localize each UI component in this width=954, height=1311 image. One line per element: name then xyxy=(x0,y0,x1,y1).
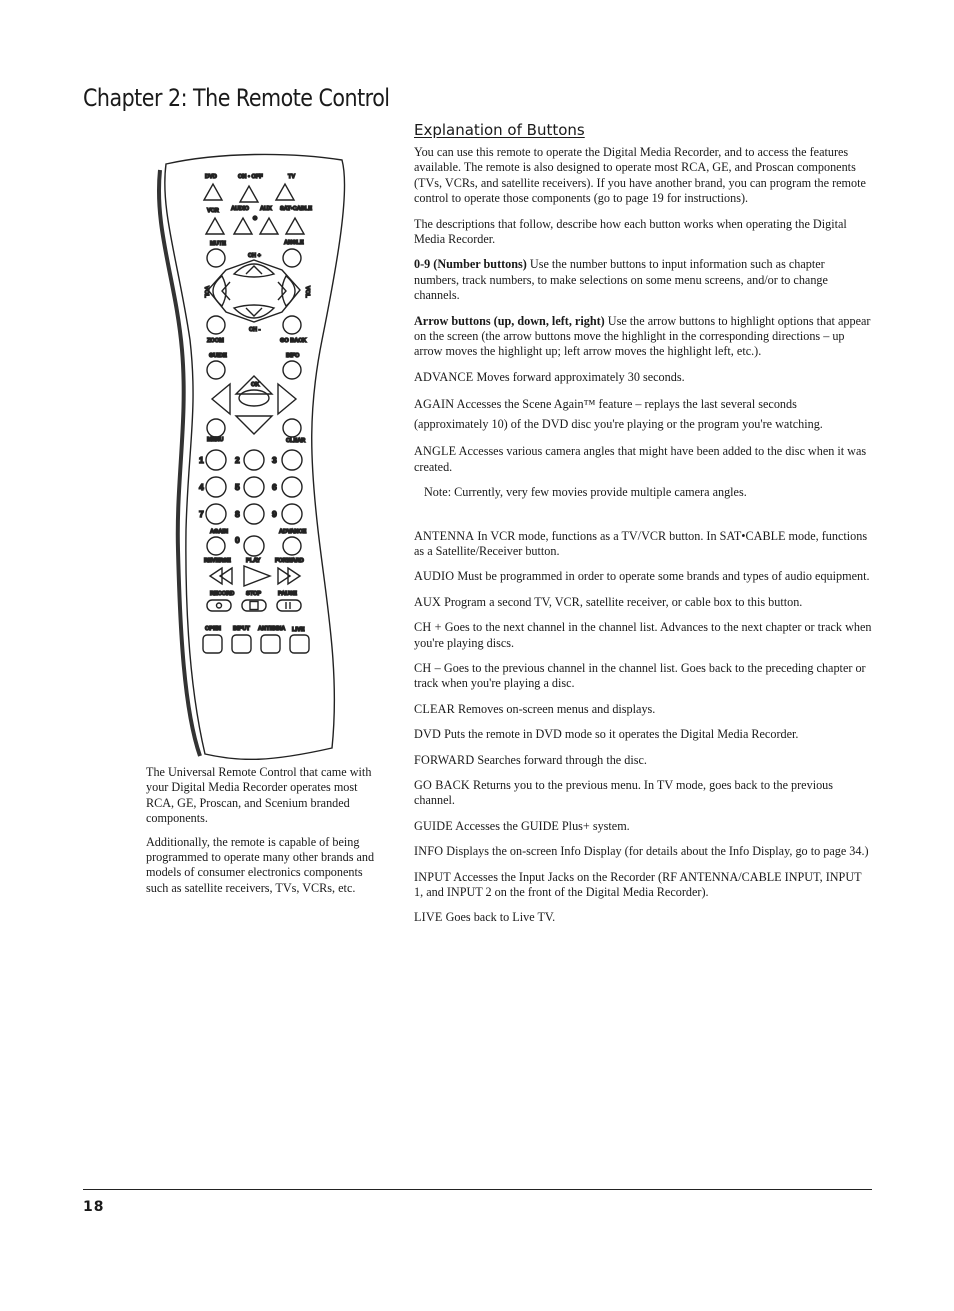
entry-forward xyxy=(414,753,872,768)
entry-term: Arrow buttons (up, down, left, right) xyxy=(414,313,605,328)
digit-label: 2 xyxy=(235,455,240,465)
number-3-button[interactable] xyxy=(282,450,302,470)
entry-text: Moves forward approximately 30 seconds. xyxy=(473,369,685,384)
entry-text: Must be programmed in order to operate some brands and types of audio equipment. xyxy=(454,569,870,584)
digit-label: 1 xyxy=(199,455,204,465)
label-menu: MENU xyxy=(207,437,224,443)
label-go-back: GO BACK xyxy=(280,338,307,344)
label-vcr: VCR xyxy=(207,208,219,214)
entry-number-buttons xyxy=(414,257,872,303)
number-7-button[interactable] xyxy=(206,504,226,524)
number-5-button[interactable] xyxy=(244,477,264,497)
input-button[interactable] xyxy=(232,635,251,653)
entry-term: CLEAR xyxy=(414,701,455,716)
intro-paragraph: You can use this remote to operate the Digital Media Recorder, and to access the features available. The remote is also designed to operate most RCA, GE, and Proscan components (TVs, VCRs, and satellite receivers). If you have another brand, you can program the remote control to operate those components (go to page 19 for instructions). xyxy=(414,145,866,206)
label-guide: GUIDE xyxy=(209,353,227,359)
entry-term: LIVE xyxy=(414,910,443,925)
aux-button[interactable] xyxy=(260,218,278,234)
label-aux: AUX xyxy=(260,206,272,212)
number-8-button[interactable] xyxy=(244,504,264,524)
digit-label: 0 xyxy=(235,535,240,545)
label-ch-plus: CH + xyxy=(248,253,261,259)
entry-text: Goes to the previous channel in the channel list. Goes back to the preceding chapter or track when you're playing a disc. xyxy=(414,660,866,691)
forward-button[interactable] xyxy=(278,568,300,584)
label-vol-left: VOL xyxy=(203,286,209,298)
audio-button[interactable] xyxy=(234,218,252,234)
angle-note: Note: Currently, very few movies provide multiple camera angles. xyxy=(424,485,747,500)
antenna-button[interactable] xyxy=(261,635,280,653)
mute-button[interactable] xyxy=(207,249,225,267)
section-title: Explanation of Buttons xyxy=(414,121,585,139)
volume-up-button[interactable] xyxy=(282,276,295,306)
button-explanations xyxy=(414,145,872,936)
label-advance: ADVANCE xyxy=(279,529,307,535)
right-arrow-button[interactable] xyxy=(278,384,296,414)
label-zoom: ZOOM xyxy=(207,338,224,344)
footer-rule xyxy=(83,1189,872,1190)
volume-down-button[interactable] xyxy=(213,276,226,306)
remote-control-illustration xyxy=(150,150,360,760)
angle-button[interactable] xyxy=(283,249,301,267)
entry-dvd xyxy=(414,727,872,742)
number-6-button[interactable] xyxy=(282,477,302,497)
entry-term: ANTENNA xyxy=(414,528,475,543)
entry-go-back xyxy=(414,778,872,809)
menu-button[interactable] xyxy=(207,419,225,437)
chapter-title: Chapter 2: The Remote Control xyxy=(83,84,390,112)
entry-text: Program a second TV, VCR, satellite receiver, or cable box to this button. xyxy=(441,594,803,609)
pause-button[interactable] xyxy=(277,600,301,611)
entry-text: Use the number buttons to input information such as chapter numbers, track numbers, to make selections on some menu screens, and/or to change channels. xyxy=(414,257,828,303)
entry-guide xyxy=(414,819,872,834)
entry-term: GUIDE xyxy=(414,818,453,833)
entry-text: Accesses the Scene Again™ feature – replays the last several seconds (approximately 10) of the DVD disc you're playing or the program you're watching. xyxy=(414,397,823,431)
entry-term: AUX xyxy=(414,594,442,609)
entry-audio xyxy=(414,569,872,584)
zoom-button[interactable] xyxy=(207,316,225,334)
label-pause: PAUSE xyxy=(278,591,297,597)
again-button[interactable] xyxy=(207,537,225,555)
label-open: OPEN xyxy=(205,626,221,632)
number-4-button[interactable] xyxy=(206,477,226,497)
label-angle: ANGLE xyxy=(284,240,304,246)
entry-term: GO BACK xyxy=(414,777,470,792)
entry-text: Removes on-screen menus and displays. xyxy=(454,701,656,716)
label-antenna: ANTENNA xyxy=(258,626,286,632)
entry-term: INPUT xyxy=(414,869,451,884)
label-ch-minus: CH - xyxy=(249,327,261,333)
label-again: AGAIN xyxy=(210,529,229,535)
entry-text: Displays the on-screen Info Display (for details about the Info Display, go to page 34.) xyxy=(443,844,869,859)
digit-label: 9 xyxy=(272,509,277,519)
label-stop: STOP xyxy=(246,591,262,597)
label-mute: MUTE xyxy=(210,241,226,247)
number-2-button[interactable] xyxy=(244,450,264,470)
tv-button[interactable] xyxy=(276,184,294,200)
dvd-button[interactable] xyxy=(204,184,222,200)
entry-term: FORWARD xyxy=(414,752,475,767)
entry-antenna xyxy=(414,529,872,560)
ok-button[interactable] xyxy=(239,390,269,406)
entry-again xyxy=(414,395,872,434)
label-dvd: DVD xyxy=(205,174,217,180)
digit-label: 5 xyxy=(235,482,240,492)
left-arrow-button[interactable] xyxy=(212,384,230,414)
entry-ch-minus xyxy=(414,661,872,692)
entry-text: Accesses the GUIDE Plus+ system. xyxy=(452,818,630,833)
guide-button[interactable] xyxy=(207,361,225,379)
page-number: 18 xyxy=(83,1199,105,1215)
entry-clear xyxy=(414,702,872,717)
digit-label: 3 xyxy=(272,455,277,465)
entry-term: 0-9 (Number buttons) xyxy=(414,257,527,272)
entry-angle xyxy=(414,444,872,475)
entry-advance xyxy=(414,370,872,385)
entry-text: Accesses the Input Jacks on the Recorder (RF ANTENNA/CABLE INPUT, INPUT 1, and INPUT 2 on the front of the Digital Media Recorder). xyxy=(414,869,862,899)
digit-label: 7 xyxy=(199,509,204,519)
entry-text: Goes back to Live TV. xyxy=(442,910,556,925)
intro-paragraph: The descriptions that follow, describe how each button works when operating the Digital Media Recorder. xyxy=(414,216,847,247)
label-tv: TV xyxy=(288,174,296,180)
record-button[interactable] xyxy=(207,600,231,611)
entry-text: Puts the remote in DVD mode so it operates the Digital Media Recorder. xyxy=(441,727,799,742)
entry-ch-plus xyxy=(414,620,872,651)
on-off-button[interactable] xyxy=(240,186,258,202)
remote-caption xyxy=(146,765,378,904)
label-live: LIVE xyxy=(292,627,305,633)
entry-text: In VCR mode, functions as a TV/VCR button. In SAT•CABLE mode, functions as a Satellite/Receiver button. xyxy=(414,528,868,558)
entry-info xyxy=(414,844,872,859)
digit-label: 8 xyxy=(235,509,240,519)
label-sat-cable: SAT•CABLE xyxy=(280,206,312,212)
label-record: RECORD xyxy=(210,591,235,597)
caption-paragraph: The Universal Remote Control that came with your Digital Media Recorder operates most RCA, GE, Proscan, and Scenium branded components. xyxy=(146,765,372,826)
go-back-button[interactable] xyxy=(283,316,301,334)
number-1-button[interactable] xyxy=(206,450,226,470)
clear-button[interactable] xyxy=(283,419,301,437)
label-input: INPUT xyxy=(233,626,250,632)
label-reverse: REVERSE xyxy=(204,558,231,564)
number-0-button[interactable] xyxy=(244,536,264,556)
entry-term: AUDIO xyxy=(414,569,455,584)
down-arrow-button[interactable] xyxy=(236,416,272,434)
label-vol-right: VOL xyxy=(304,286,310,298)
label-audio: AUDIO xyxy=(231,206,250,212)
entry-term: AGAIN xyxy=(414,397,455,412)
label-play: PLAY xyxy=(246,558,261,564)
entry-text: Returns you to the previous menu. In TV mode, goes back to the previous channel. xyxy=(414,777,834,808)
sat-cable-button[interactable] xyxy=(286,218,304,234)
info-button[interactable] xyxy=(283,361,301,379)
entry-text: Use the arrow buttons to highlight options that appear on the screen (the arrow buttons move the highlight in the corresponding directions – up arrow moves the highlight up; left arrow moves the highlight left, etc.). xyxy=(414,313,871,359)
digit-label: 4 xyxy=(199,482,204,492)
entry-text: Accesses various camera angles that might have been added to the disc when it was created. xyxy=(414,444,867,474)
vcr-button[interactable] xyxy=(206,218,224,234)
entry-text: Searches forward through the disc. xyxy=(474,752,647,767)
live-button[interactable] xyxy=(290,635,309,653)
number-9-button[interactable] xyxy=(282,504,302,524)
entry-input xyxy=(414,870,872,901)
entry-live xyxy=(414,910,872,925)
digit-label: 6 xyxy=(272,482,277,492)
play-button[interactable] xyxy=(244,566,270,586)
label-forward: FORWARD xyxy=(275,558,304,564)
caption-paragraph: Additionally, the remote is capable of being programmed to operate many other brands and models of consumer electronics components such as satellite receivers, TVs, VCRs, etc. xyxy=(146,834,375,895)
entry-term: CH – xyxy=(414,660,441,675)
label-clear: CLEAR xyxy=(286,438,306,444)
entry-term: ADVANCE xyxy=(414,369,474,384)
open-button[interactable] xyxy=(203,635,222,653)
remote-body xyxy=(165,154,345,759)
indicator-led xyxy=(253,216,257,220)
reverse-button[interactable] xyxy=(210,568,232,584)
entry-term: ANGLE xyxy=(414,444,457,459)
entry-term: CH + xyxy=(414,620,442,635)
entry-arrow-buttons xyxy=(414,314,872,360)
label-on-off: ON • OFF xyxy=(238,174,263,180)
label-info: INFO xyxy=(286,353,300,359)
entry-text: Goes to the next channel in the channel list. Advances to the next chapter or track when you're playing discs. xyxy=(414,620,872,650)
entry-aux xyxy=(414,595,872,610)
label-ok: OK xyxy=(251,382,260,388)
entry-term: INFO xyxy=(414,844,444,859)
advance-button[interactable] xyxy=(283,537,301,555)
entry-term: DVD xyxy=(414,727,442,742)
